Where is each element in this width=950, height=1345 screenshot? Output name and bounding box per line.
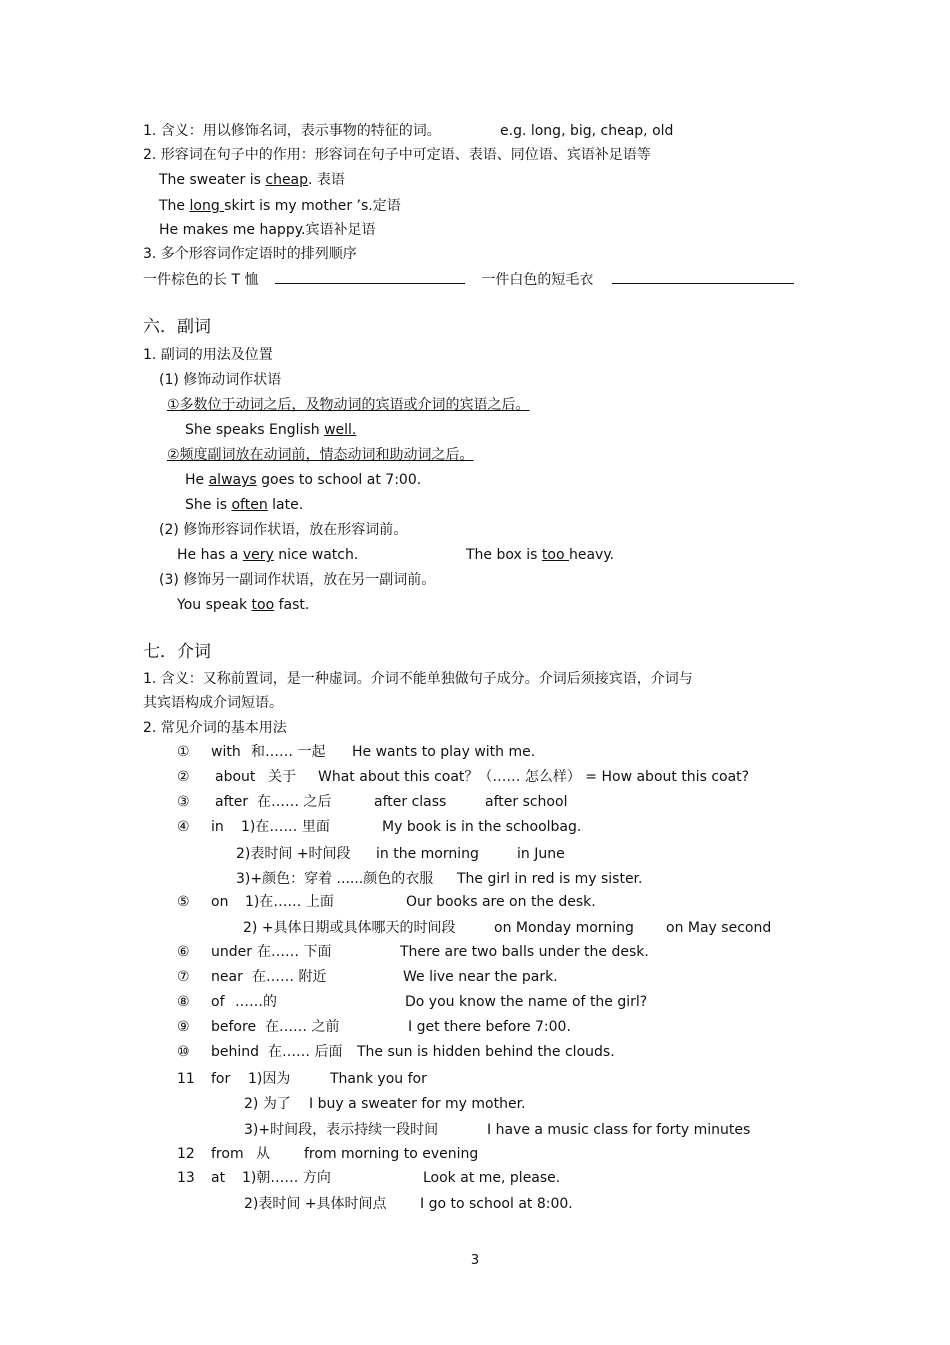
prep-sub-meaning: 2) 为了 [244, 1096, 291, 1112]
prep-word: for [211, 1071, 231, 1087]
adverb-rule-2: ②频度副词放在动词前，情态动词和助动词之后。 [167, 447, 474, 463]
adverb-usage-title: 1. 副词的用法及位置 [143, 347, 273, 363]
prep-item-number: 12 [177, 1146, 195, 1162]
prep-sub-meaning: 3)+颜色：穿着 ......颜色的衣服 [236, 871, 434, 887]
prep-meaning: ……的 [235, 994, 277, 1010]
prep-item-number: ⑨ [177, 1019, 190, 1035]
prep-meaning: 1)在…… 里面 [241, 819, 330, 835]
prep-example: from morning to evening [304, 1146, 479, 1162]
adverb-example-3: She is often late. [185, 497, 304, 513]
prep-example-2: on May second [666, 920, 772, 936]
adj-definition: 1. 含义：用以修饰名词，表示事物的特征的词。 [143, 123, 441, 139]
adverb-heading: 六．副词 [143, 317, 211, 337]
adj-examples: e.g. long, big, cheap, old [500, 123, 674, 139]
prep-item-number: ① [177, 744, 190, 760]
prep-example: Thank you for [330, 1071, 427, 1087]
prep-word: about [215, 769, 256, 785]
prep-item-number: ⑧ [177, 994, 190, 1010]
adverb-rule-1: ①多数位于动词之后，及物动词的宾语或介词的宾语之后。 [167, 397, 530, 413]
prep-item-number: ③ [177, 794, 190, 810]
prep-meaning: 在…… 附近 [252, 969, 327, 985]
preposition-usage-title: 2. 常见介词的基本用法 [143, 720, 287, 736]
answer-blank-1[interactable] [275, 269, 465, 284]
preposition-definition: 1. 含义：又称前置词，是一种虚词。介词不能单独做句子成分。介词后须接宾语，介词与 [143, 671, 693, 687]
prep-example-2: after school [485, 794, 568, 810]
adj-order-exercise: 一件棕色的长 T 恤 一件白色的短毛衣 [143, 269, 794, 289]
prep-meaning: 关于 [268, 769, 296, 785]
adj-function: 2. 形容词在句子中的作用：形容词在句子中可定语、表语、同位语、宾语补足语等 [143, 147, 651, 163]
prep-item-number: ④ [177, 819, 190, 835]
prep-meaning: 在…… 之后 [257, 794, 332, 810]
prep-example: I go to school at 8:00. [420, 1196, 573, 1212]
prep-example: The sun is hidden behind the clouds. [357, 1044, 615, 1060]
prep-word: under [211, 944, 253, 960]
page-number: 3 [470, 1253, 480, 1268]
prep-example-2: in June [517, 846, 565, 862]
prep-example: The girl in red is my sister. [457, 871, 643, 887]
prep-item-number: ⑩ [177, 1044, 190, 1060]
prep-example: on Monday morning [494, 920, 634, 936]
prep-example: Look at me, please. [423, 1170, 561, 1186]
prep-word: at [211, 1170, 226, 1186]
adj-example-predicative: The sweater is cheap. 表语 [159, 172, 345, 188]
adverb-example-6: You speak too fast. [177, 597, 310, 613]
prep-example: I have a music class for forty minutes [487, 1122, 751, 1138]
prep-example: Our books are on the desk. [406, 894, 596, 910]
prep-sub-meaning: 2) +具体日期或具体哪天的时间段 [243, 920, 456, 936]
preposition-heading: 七．介词 [143, 642, 211, 662]
prep-sub-meaning: 3)+时间段，表示持续一段时间 [244, 1122, 439, 1138]
prep-word: in [211, 819, 224, 835]
prep-meaning: 和…… 一起 [251, 744, 326, 760]
preposition-definition-cont: 其宾语构成介词短语。 [143, 695, 283, 711]
adverb-example-2: He always goes to school at 7:00. [185, 472, 422, 488]
prep-item-number: ⑥ [177, 944, 190, 960]
adverb-example-1: She speaks English well. [185, 422, 357, 438]
adverb-example-5: The box is too heavy. [466, 547, 615, 563]
prep-example: in the morning [376, 846, 479, 862]
prep-example: He wants to play with me. [352, 744, 536, 760]
prep-example: What about this coat？（…… 怎么样） = How about this coat? [318, 769, 750, 785]
adj-example-complement: He makes me happy.宾语补足语 [159, 222, 376, 238]
prep-meaning: 在…… 下面 [257, 944, 332, 960]
prep-item-number: ⑤ [177, 894, 190, 910]
adverb-modify-verb: (1) 修饰动词作状语 [159, 372, 282, 388]
prep-word: after [215, 794, 249, 810]
prep-sub-meaning: 2)表时间 +时间段 [236, 846, 351, 862]
prep-word: from [211, 1146, 244, 1162]
prep-meaning: 从 [256, 1146, 270, 1162]
prep-meaning: 在…… 后面 [268, 1044, 343, 1060]
prep-meaning: 在…… 之前 [265, 1019, 340, 1035]
prep-example: I buy a sweater for my mother. [309, 1096, 526, 1112]
prep-word: before [211, 1019, 257, 1035]
adj-order-title: 3. 多个形容词作定语时的排列顺序 [143, 246, 357, 262]
prep-meaning: 1)在…… 上面 [245, 894, 334, 910]
prep-item-number: 11 [177, 1071, 195, 1087]
adverb-example-4: He has a very nice watch. [177, 547, 359, 563]
prep-example: We live near the park. [403, 969, 558, 985]
prep-example: My book is in the schoolbag. [382, 819, 582, 835]
prep-example: Do you know the name of the girl? [405, 994, 648, 1010]
adverb-modify-adv: (3) 修饰另一副词作状语，放在另一副词前。 [159, 572, 436, 588]
prep-meaning: 1)因为 [248, 1071, 291, 1087]
prep-example: I get there before 7:00. [408, 1019, 571, 1035]
prep-example: after class [374, 794, 447, 810]
prep-meaning: 1)朝…… 方向 [242, 1170, 331, 1186]
prep-item-number: ⑦ [177, 969, 190, 985]
adj-example-attributive: The long skirt is my mother ’s.定语 [159, 198, 401, 214]
prep-word: near [211, 969, 243, 985]
prep-sub-meaning: 2)表时间 +具体时间点 [244, 1196, 387, 1212]
prep-word: on [211, 894, 229, 910]
prep-word: behind [211, 1044, 260, 1060]
answer-blank-2[interactable] [612, 269, 794, 284]
prep-word: with [211, 744, 241, 760]
prep-example: There are two balls under the desk. [400, 944, 649, 960]
adverb-modify-adj: (2) 修饰形容词作状语，放在形容词前。 [159, 522, 408, 538]
prep-word: of [211, 994, 225, 1010]
prep-item-number: 13 [177, 1170, 195, 1186]
prep-item-number: ② [177, 769, 190, 785]
